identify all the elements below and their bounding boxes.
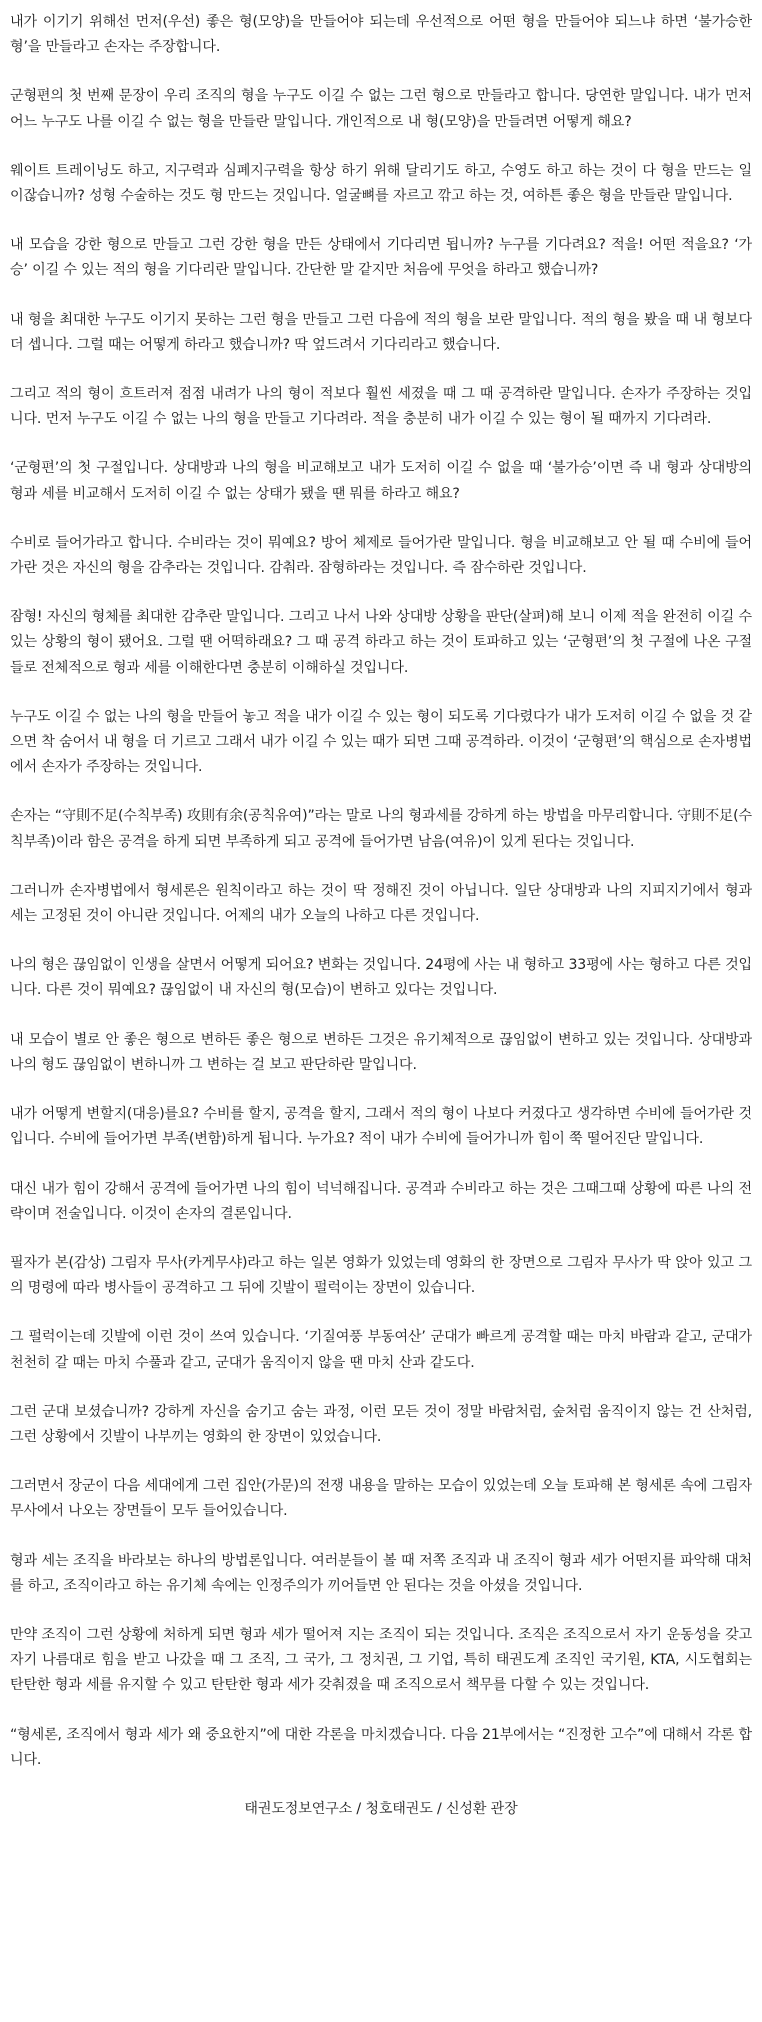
- paragraph-12: 그러니까 손자병법에서 형세론은 원칙이라고 하는 것이 딱 정해진 것이 아닙니다. 일단 상대방과 나의 지피지기에서 형과 세는 고정된 것이 아니란 것입니다. 어제의 내가 오늘의 나하고 다른 것입니다.: [10, 882, 752, 925]
- paragraph-5: 내 형을 최대한 누구도 이기지 못하는 그런 형을 만들고 그런 다음에 적의 형을 보란 말입니다. 적의 형을 봤을 때 내 형보다 더 셉니다. 그럴 때는 어떻게 하라고 했습니까? 딱 엎드려서 기다리라고 했습니다.: [10, 311, 752, 353]
- paragraph-11: 손자는 “守則不足(수칙부족) 攻則有余(공칙유여)”라는 말로 나의 형과세를 강하게 하는 방법을 마무리합니다. 守則不足(수칙부족)이라 함은 공격을 하게 되면 부족하게 되고 공격에 들어가면 남음(여유)이 있게 된다는 것입니다.: [10, 808, 752, 850]
- paragraph-23: “형세론, 조직에서 형과 세가 왜 중요한지”에 대한 각론을 마치겠습니다. 다음 21부에서는 “진정한 고수”에 대해서 각론 합니다.: [10, 1726, 752, 1768]
- paragraph-15: 내가 어떻게 변할지(대응)를요? 수비를 할지, 공격을 할지, 그래서 적의 형이 나보다 커졌다고 생각하면 수비에 들어가란 것입니다. 수비에 들어가면 부족(변함)하게 됩니다. 누가요? 적이 내가 수비에 들어가니까 힘이 쭉 떨어진단 말입니다.: [10, 1106, 752, 1148]
- paragraph-10: 누구도 이길 수 없는 나의 형을 만들어 놓고 적을 내가 이길 수 있는 형이 되도록 기다렸다가 내가 도저히 이길 수 없을 것 같으면 착 숨어서 내 형을 더 기르고 그래서 내가 이길 수 있는 때가 되면 그때 공격하라. 이것이 ‘군형편’의 핵심으로 손자병법에서 손자가 주장하는 것입니다.: [10, 708, 752, 776]
- paragraph-21: 형과 세는 조직을 바라보는 하나의 방법론입니다. 여러분들이 볼 때 저쪽 조직과 내 조직이 형과 세가 어떤지를 파악해 대처를 하고, 조직이라고 하는 유기체 속에는 인정주의가 끼어들면 안 된다는 것을 아셨을 것입니다.: [10, 1552, 752, 1594]
- paragraph-17: 필자가 본(감상) 그림자 무사(카게무샤)라고 하는 일본 영화가 있었는데 영화의 한 장면으로 그림자 무사가 딱 앉아 있고 그의 명령에 따라 병사들이 공격하고 그 뒤에 깃발이 펄럭이는 장면이 있습니다.: [10, 1254, 752, 1297]
- paragraph-8: 수비로 들어가라고 합니다. 수비라는 것이 뭐예요? 방어 체제로 들어가란 말입니다. 형을 비교해보고 안 될 때 수비에 들어가란 것은 자신의 형을 감추라는 것입니다. 감춰라. 잠형하라는 것입니다. 즉 잠수하란 것입니다.: [10, 534, 752, 577]
- paragraph-20: 그러면서 장군이 다음 세대에게 그런 집안(가문)의 전쟁 내용을 말하는 모습이 있었는데 오늘 토파해 본 형세론 속에 그림자 무사에서 나오는 장면들이 모두 들어있습니다.: [10, 1478, 752, 1520]
- paragraph-7: ‘군형편’의 첫 구절입니다. 상대방과 나의 형을 비교해보고 내가 도저히 이길 수 없을 때 ‘불가승’이면 즉 내 형과 상대방의 형과 세를 비교해서 도저히 이길 수 없는 상태가 됐을 땐 뭐를 하라고 해요?: [10, 460, 752, 502]
- paragraph-13: 나의 형은 끊임없이 인생을 살면서 어떻게 되어요? 변화는 것입니다. 24평에 사는 내 형하고 33평에 사는 형하고 다른 것입니다. 다른 것이 뭐예요? 끊임없이 내 자신의 형(모습)이 변하고 있다는 것입니다.: [10, 957, 752, 999]
- paragraph-6: 그리고 적의 형이 흐트러져 점점 내려가 나의 형이 적보다 훨씬 세졌을 때 그 때 공격하란 말입니다. 손자가 주장하는 것입니다. 먼저 누구도 이길 수 없는 나의 형을 만들고 기다려라. 적을 충분히 내가 이길 수 있는 형이 될 때까지 기다려라.: [10, 386, 752, 428]
- paragraph-4: 내 모습을 강한 형으로 만들고 그런 강한 형을 만든 상태에서 기다리면 됩니까? 누구를 기다려요? 적을! 어떤 적을요? ‘가승’ 이길 수 있는 적의 형을 기다리란 말입니다. 간단한 말 같지만 처음에 무엇을 하라고 했습니까?: [10, 237, 752, 279]
- paragraph-22: 만약 조직이 그런 상황에 처하게 되면 형과 세가 떨어져 지는 조직이 되는 것입니다. 조직은 조직으로서 자기 운동성을 갖고 자기 나름대로 힘을 받고 나갔을 때 그 조직, 그 국가, 그 정치권, 그 기업, 특히 태권도계 조직인 국기원, KTA, 시도협회는 탄탄한 형과 세를 유지할 수 있고 탄탄한 형과 세가 갖춰졌을 때 조직으로서 책무를 다할 수 있는 것입니다.: [10, 1626, 752, 1694]
- paragraph-9: 잠형! 자신의 형체를 최대한 감추란 말입니다. 그리고 나서 나와 상대방 상황을 판단(살펴)해 보니 이제 적을 완전히 이길 수 있는 상황의 형이 됐어요. 그럴 땐 어떡하래요? 그 때 공격 하라고 하는 것이 토파하고 있는 ‘군형편’의 첫 구절에 나온 구절들로 전체적으로 형과 세를 이해한다면 충분히 이해하실 것입니다.: [10, 609, 752, 676]
- paragraph-14: 내 모습이 별로 안 좋은 형으로 변하든 좋은 형으로 변하든 그것은 유기체적으로 끊임없이 변하고 있는 것입니다. 상대방과 나의 형도 끊임없이 변하니까 그 변하는 걸 보고 판단하란 말입니다.: [10, 1031, 752, 1073]
- author-signature: 태권도정보연구소 / 청호태권도 / 신성환 관장: [244, 1800, 518, 1817]
- paragraph-16: 대신 내가 힘이 강해서 공격에 들어가면 나의 힘이 넉넉해집니다. 공격과 수비라고 하는 것은 그때그때 상황에 따른 나의 전략이며 전술입니다. 이것이 손자의 결론입니다.: [10, 1180, 752, 1222]
- paragraph-19: 그런 군대 보셨습니까? 강하게 자신을 숨기고 숨는 과정, 이런 모든 것이 정말 바람처럼, 숲처럼 움직이지 않는 건 산처럼, 그런 상황에서 깃발이 나부끼는 영화의 한 장면이 있었습니다.: [10, 1403, 752, 1445]
- paragraph-3: 웨이트 트레이닝도 하고, 지구력과 심폐지구력을 항상 하기 위해 달리기도 하고, 수영도 하고 하는 것이 다 형을 만드는 일이잖습니까? 성형 수술하는 것도 형 만드는 것입니다. 얼굴뼈를 자르고 깎고 하는 것, 여하튼 좋은 형을 만들란 말입니다.: [10, 162, 752, 205]
- paragraph-1: 내가 이기기 위해선 먼저(우선) 좋은 형(모양)을 만들어야 되는데 우선적으로 어떤 형을 만들어야 되느냐 하면 ‘불가승한 형’을 만들라고 손자는 주장합니다.: [10, 14, 752, 56]
- paragraph-2: 군형편의 첫 번째 문장이 우리 조직의 형을 누구도 이길 수 없는 그런 형으로 만들라고 합니다. 당연한 말입니다. 내가 먼저 어느 누구도 나를 이길 수 없는 형을 만들란 말입니다. 개인적으로 내 형(모양)을 만들려면 어떻게 해요?: [10, 88, 752, 130]
- paragraph-18: 그 펄럭이는데 깃발에 이런 것이 쓰여 있습니다. ‘기질여풍 부동여산’ 군대가 빠르게 공격할 때는 마치 바람과 같고, 군대가 천천히 갈 때는 마치 수풀과 같고, 군대가 움직이지 않을 땐 마치 산과 같도다.: [10, 1329, 752, 1371]
